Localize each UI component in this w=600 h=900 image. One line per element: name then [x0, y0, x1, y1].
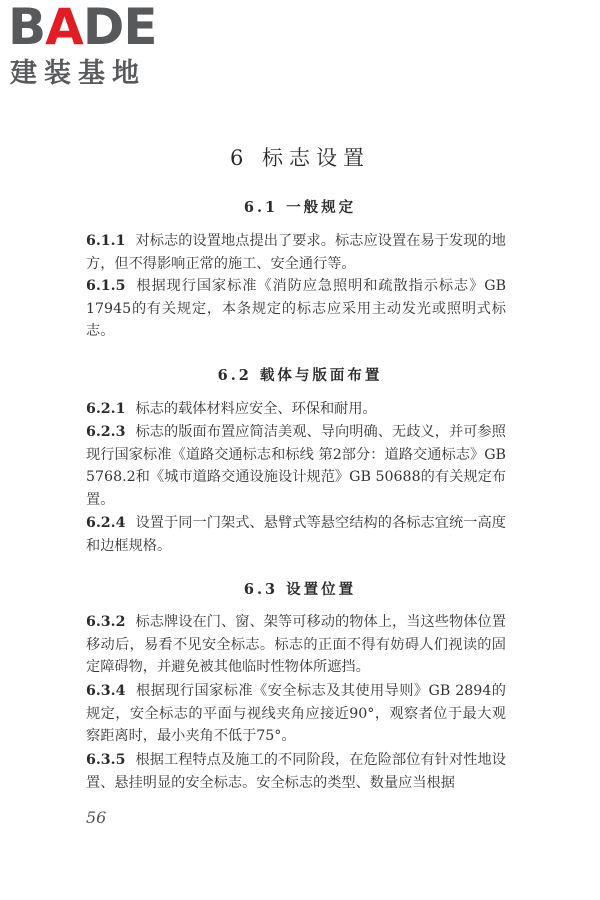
clause-6-1-5 [86, 275, 506, 343]
clause-6-2-3 [86, 421, 506, 511]
logo-subtitle: 建装基地 [10, 58, 146, 89]
clause-number: 6.1.1 [86, 233, 126, 249]
clause-6-2-4 [86, 512, 506, 557]
clause-text: 根据现行国家标准《消防应急照明和疏散指示标志》GB 17945的有关规定，本条规定的标志应采用主动发光或照明式标志。 [86, 278, 506, 339]
clause-6-1-1 [86, 230, 506, 275]
clause-6-3-2 [86, 611, 506, 679]
clause-text: 设置于同一门架式、悬臂式等悬空结构的各标志宜统一高度和边框规格。 [86, 515, 506, 554]
section-6-2-title: 6.2 载体与版面布置 [217, 367, 383, 384]
clause-6-3-5 [86, 749, 506, 794]
clause-number: 6.3.4 [86, 683, 126, 699]
clause-number: 6.2.4 [86, 515, 126, 531]
logo-wordmark: BADE [8, 0, 157, 56]
section-6-1-title: 6.1 一般规定 [243, 199, 357, 216]
chapter-title: 6 标志设置 [229, 146, 371, 170]
clause-number: 6.2.3 [86, 424, 126, 440]
clause-6-3-4 [86, 680, 506, 748]
clause-6-2-1 [86, 398, 506, 421]
clause-text: 根据现行国家标准《安全标志及其使用导则》GB 2894的规定，安全标志的平面与视线夹角应接近90°，观察者位于最大观察距离时，最小夹角不低于75°。 [86, 683, 506, 744]
clause-text: 标志的版面布置应简洁美观、导向明确、无歧义，并可参照现行国家标准《道路交通标志和标线 第2部分：道路交通标志》GB 5768.2和《城市道路交通设施设计规范》GB 50688的有关规定布置。 [86, 424, 506, 508]
bade-logo [8, 2, 178, 94]
clause-text: 标志的载体材料应安全、环保和耐用。 [135, 401, 377, 417]
clause-text: 对标志的设置地点提出了要求。标志应设置在易于发现的地方，但不得影响正常的施工、安全通行等。 [86, 233, 506, 272]
clause-number: 6.3.5 [86, 752, 126, 768]
clause-text: 标志牌设在门、窗、架等可移动的物体上，当这些物体位置移动后，易看不见安全标志。标志的正面不得有妨碍人们视读的固定障碍物，并避免被其他临时性物体所遮挡。 [86, 614, 506, 675]
clause-number: 6.1.5 [86, 278, 126, 294]
clause-number: 6.2.1 [86, 401, 126, 417]
clause-text: 根据工程特点及施工的不同阶段，在危险部位有针对性地设置、悬挂明显的安全标志。安全标志的类型、数量应当根据 [86, 752, 506, 791]
page-number: 56 [86, 808, 107, 827]
clause-number: 6.3.2 [86, 614, 126, 630]
section-6-3-title: 6.3 设置位置 [243, 581, 357, 598]
